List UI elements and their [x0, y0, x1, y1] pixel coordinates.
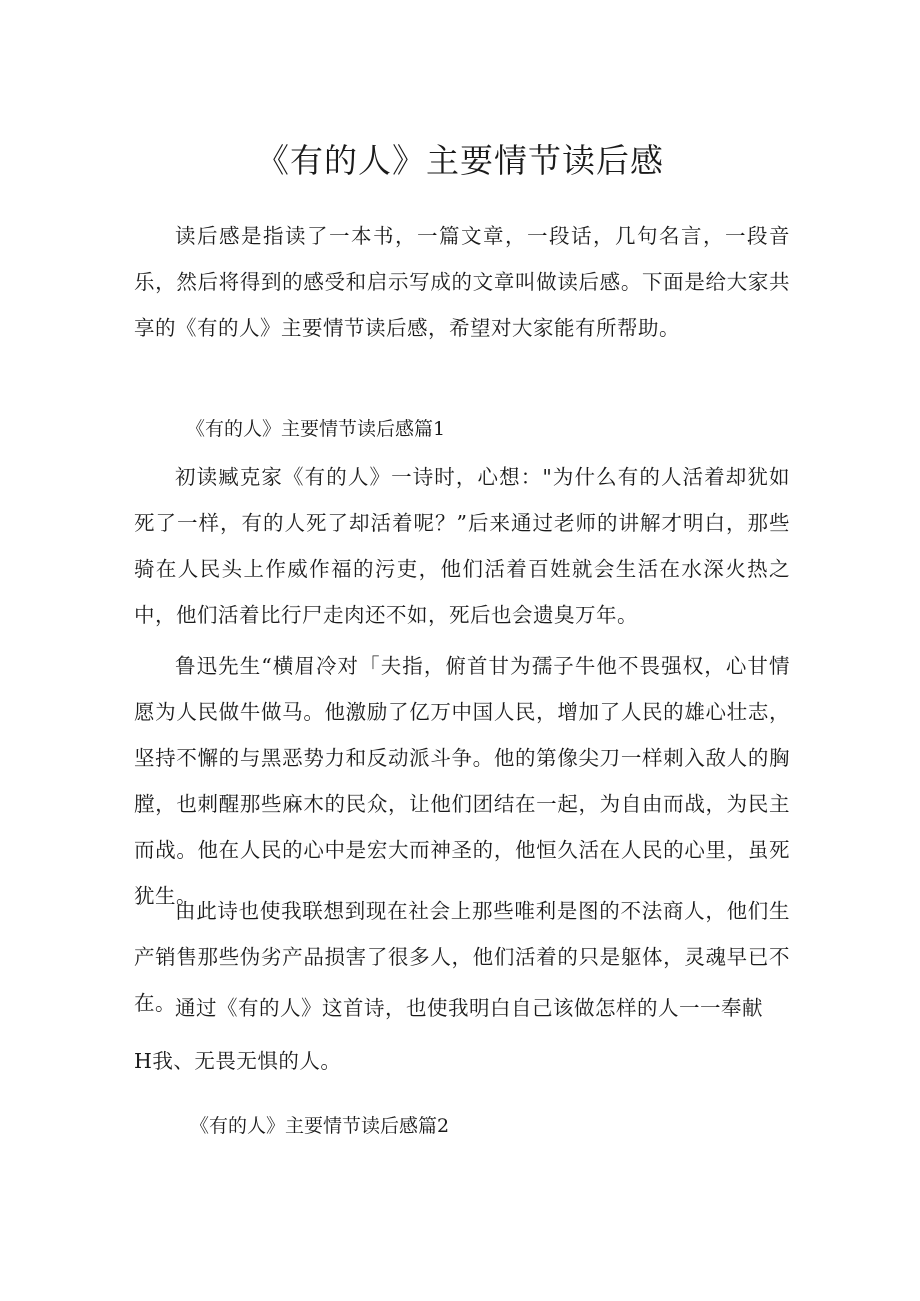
section-1-paragraph-3: 由此诗也使我联想到现在社会上那些唯利是图的不法商人，他们生产销售那些伪劣产品损害了很多人，他们活着的只是躯体，灵魂早已不在。: [134, 899, 790, 1015]
section-2-title: 《有的人》主要情节读后感篇2: [190, 1115, 450, 1137]
section-1-paragraph-2: 鲁迅先生“横眉冷对「夫指，俯首甘为孺子牛他不畏强权，心甘情愿为人民做牛做马。他激励了亿万中国人民，增加了人民的雄心壮志，坚持不懈的与黑恶势力和反动派斗争。他的第像尖刀一样刺入敌人的胸膛，也刺醒那些麻木的民众，让他们团结在一起，为自由而战，为民主而战。他在人民的心中是宏大而神圣的，他恒久活在人民的心里，虽死犹生。: [134, 654, 790, 908]
section-1-paragraph-1: 初读臧克家《有的人》一诗时，心想："为什么有的人活着却犹如死了一样，有的人死了却活着呢？”后来通过老师的讲解才明白，那些骑在人民头上作威作福的污吏，他们活着百姓就会生活在水深火热之中，他们活着比行尸走肉还不如，死后也会遗臭万年。: [134, 465, 790, 627]
document-title: 《有的人》主要情节读后感: [256, 141, 664, 180]
intro-paragraph: 读后感是指读了一本书，一篇文章，一段话，几句名言，一段音乐，然后将得到的感受和启示写成的文章叫做读后感。下面是给大家共享的《有的人》主要情节读后感，希望对大家能有所帮助。: [134, 224, 790, 340]
section-1-title: 《有的人》主要情节读后感篇1: [186, 418, 446, 440]
section-1-paragraph-4: 通过《有的人》这首诗，也使我明白自己该做怎样的人一一奉献: [175, 996, 763, 1020]
section-1-paragraph-4-continued: H我、无畏无惧的人。: [134, 1049, 342, 1073]
